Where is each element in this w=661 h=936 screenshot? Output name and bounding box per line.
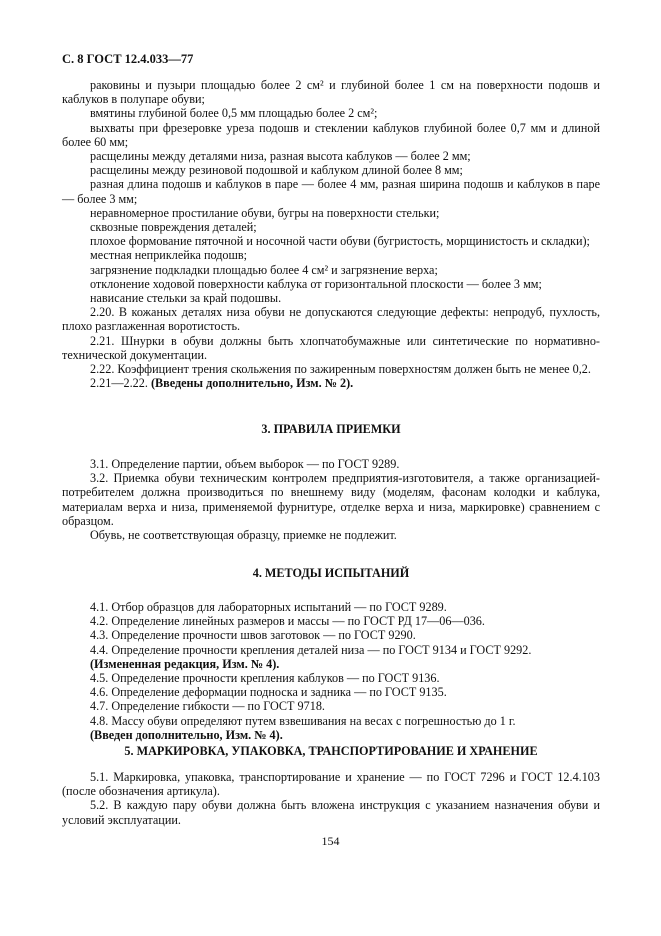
list-item: нависание стельки за край подошвы. bbox=[90, 291, 282, 306]
list-item: загрязнение подкладки площадью более 4 см² и загрязнение верха; bbox=[90, 262, 438, 277]
list-item: вмятины глубиной более 0,5 мм площадью более 2 см²; bbox=[90, 106, 378, 121]
list-item: расщелины между резиновой подошвой и каблуком длиной более 8 мм; bbox=[90, 163, 463, 178]
section-5-title: 5. МАРКИРОВКА, УПАКОВКА, ТРАНСПОРТИРОВАНИЕ И ХРАНЕНИЕ bbox=[124, 744, 538, 758]
clause-4-1: 4.1. Отбор образцов для лабораторных испытаний — по ГОСТ 9289. bbox=[90, 600, 447, 614]
list-item: раковины и пузыри площадью более 2 см² и глубиной более 1 см на поверхности подошв и каблуков в полупаре обуви; bbox=[62, 78, 600, 107]
section-4-title: 4. МЕТОДЫ ИСПЫТАНИЙ bbox=[252, 566, 410, 580]
clause-2-22: 2.22. Коэффициент трения скольжения по зажиренным поверхностям должен быть не менее 0,2. bbox=[90, 362, 591, 377]
list-item: отклонение ходовой поверхности каблука от горизонтальной плоскости — более 3 мм; bbox=[90, 276, 542, 291]
section-5-body bbox=[62, 770, 600, 827]
clause-4-4: 4.4. Определение прочности крепления деталей низа — по ГОСТ 9134 и ГОСТ 9292. bbox=[90, 642, 532, 657]
clause-2-21: 2.21. Шнурки в обуви должны быть хлопчатобумажные или синтетические по нормативно-технической документации. bbox=[62, 333, 600, 362]
list-item: выхваты при фрезеровке уреза подошв и стеклении каблуков глубиной более 0,7 мм и длиной более 60 мм; bbox=[62, 120, 600, 149]
clause-4-7: 4.7. Определение гибкости — по ГОСТ 9718. bbox=[90, 699, 325, 714]
clause-3-2: 3.2. Приемка обуви техническим контролем предприятия-изготовителя, а также организацией-потребителем должна производиться по внешнему виду (моделям, фасонам колодки и каблука, материалам верха и низа, применяемой фурнитуре, отделке верха и низа, маркировке) сравнением с образцом. bbox=[62, 471, 600, 528]
list-item: местная неприклейка подошв; bbox=[90, 248, 248, 263]
amendment-note-2 bbox=[62, 376, 600, 390]
section-3-body bbox=[62, 457, 600, 542]
list-item: разная длина подошв и каблуков в паре — более 4 мм, разная ширина подошв и каблуков в паре — более 3 мм; bbox=[62, 177, 600, 206]
list-item: плохое формование пяточной и носочной части обуви (бугристость, морщинистость и складки); bbox=[90, 234, 590, 249]
amendment-note-4b: (Введен дополнительно, Изм. № 4). bbox=[90, 727, 283, 742]
amendment-clauses: 2.21—2.22. bbox=[90, 376, 148, 391]
page-header: С. 8 ГОСТ 12.4.033—77 bbox=[62, 52, 194, 66]
list-item: сквозные повреждения деталей; bbox=[90, 220, 257, 235]
clause-4-8: 4.8. Массу обуви определяют путем взвешивания на весах с погрешностью до 1 г. bbox=[90, 713, 516, 728]
clause-2-20: 2.20. В кожаных деталях низа обуви не допускаются следующие дефекты: непродуб, пухлость, плохо разглаженная воротистость. bbox=[62, 305, 600, 334]
section-4-body bbox=[62, 600, 600, 742]
section-3-title: 3. ПРАВИЛА ПРИЕМКИ bbox=[261, 422, 401, 436]
clause-3-1: 3.1. Определение партии, объем выборок — по ГОСТ 9289. bbox=[90, 457, 400, 471]
clause-4-6: 4.6. Определение деформации подноска и задника — по ГОСТ 9135. bbox=[90, 685, 447, 700]
clause-5-1: 5.1. Маркировка, упаковка, транспортирование и хранение — по ГОСТ 7296 и ГОСТ 12.4.103 (после обозначения артикула). bbox=[62, 770, 600, 799]
clause-5-2: 5.2. В каждую пару обуви должна быть вложена инструкция с указанием назначения обуви и условий эксплуатации. bbox=[62, 798, 600, 827]
clause-3-note: Обувь, не соответствующая образцу, приемке не подлежит. bbox=[90, 528, 397, 543]
defects-list bbox=[62, 78, 600, 390]
list-item: расщелины между деталями низа, разная высота каблуков — более 2 мм; bbox=[90, 149, 471, 164]
clause-4-3: 4.3. Определение прочности швов заготовок — по ГОСТ 9290. bbox=[90, 628, 416, 643]
page-number: 154 bbox=[321, 834, 340, 848]
amendment-note-4a: (Измененная редакция, Изм. № 4). bbox=[90, 656, 280, 671]
amendment-text: (Введены дополнительно, Изм. № 2). bbox=[150, 376, 354, 391]
list-item: неравномерное простилание обуви, бугры на поверхности стельки; bbox=[90, 205, 440, 220]
clause-4-5: 4.5. Определение прочности крепления каблуков — по ГОСТ 9136. bbox=[90, 671, 440, 686]
clause-4-2: 4.2. Определение линейных размеров и массы — по ГОСТ РД 17—06—036. bbox=[90, 614, 485, 629]
